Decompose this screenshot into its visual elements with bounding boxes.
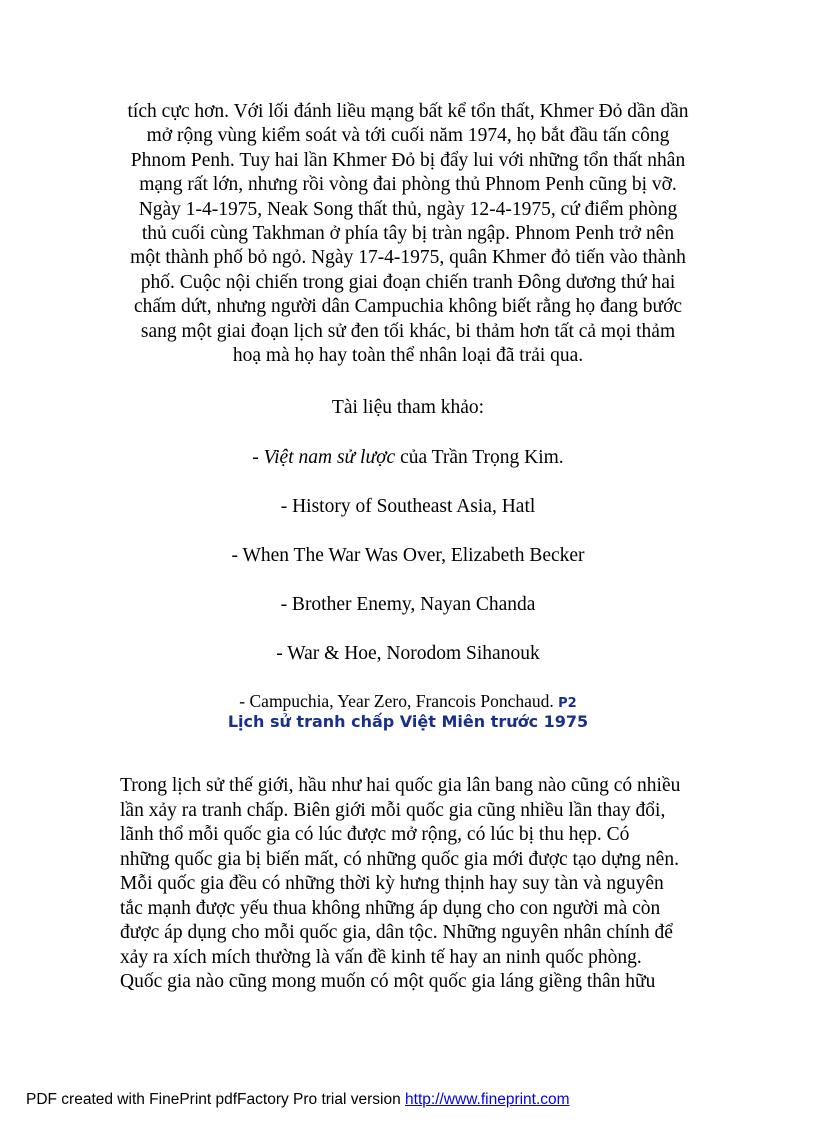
reference-item-3: - When The War Was Over, Elizabeth Becker [231,545,585,566]
part-tag: P2 [558,696,577,711]
paragraph-line: chấm dứt, nhưng người dân Campuchia không biết rằng họ đang bước [133,296,683,318]
reference-item-1 [110,446,706,470]
paragraph-line: hoạ mà họ hay toàn thể nhân loại đã trải qua. [232,345,584,367]
paragraph-line: Trong lịch sử thế giới, hầu như hai quốc gia lân bang nào cũng có nhiều [120,775,681,796]
reference-author: của Trần Trọng Kim. [395,447,564,468]
paragraph-line: tắc mạnh được yếu thua không những áp dụng cho con người mà còn [120,897,661,919]
paragraph-line: mạng rất lớn, nhưng rồi vòng đai phòng thủ Phnom Penh cũng bị vỡ. [139,174,677,196]
paragraph-line: những quốc gia bị biến mất, có những quốc gia mới được tạo dựng nên. [120,848,679,870]
paragraph-line: được áp dụng cho mỗi quốc gia, dân tộc. Những nguyên nhân chính để [120,922,673,943]
paragraph-line: lãnh thổ mỗi quốc gia có lúc được mở rộng, có lúc bị thu hẹp. Có [120,824,630,845]
paragraph-line: phố. Cuộc nội chiến trong giai đoạn chiến tranh Đông dương thứ hai [140,271,676,293]
paragraph-line: Ngày 1-4-1975, Neak Song thất thủ, ngày 12-4-1975, cứ điểm phòng [138,198,678,220]
paragraph-line: một thành phố bỏ ngỏ. Ngày 17-4-1975, quân Khmer đỏ tiến vào thành [130,247,686,269]
body-paragraph [120,774,710,995]
paragraph-line: tích cực hơn. Với lối đánh liều mạng bất kể tổn thất, Khmer Đỏ dần dần [127,101,689,122]
paragraph-line: Quốc gia nào cũng mong muốn có một quốc gia láng giềng thân hữu [120,971,656,992]
fineprint-link[interactable]: http://www.fineprint.com [405,1091,570,1108]
reference-prefix: - [252,447,264,468]
references-title: Tài liệu tham khảo: [331,397,485,418]
paragraph-line: mở rộng vùng kiểm soát và tới cuối năm 1974, họ bắt đầu tấn công [146,125,670,147]
reference-item-5: - War & Hoe, Norodom Sihanouk [276,643,540,664]
reference-item-2: - History of Southeast Asia, Hatl [280,496,536,517]
paragraph-line: thủ cuối cùng Takhman ở phía tây bị tràn ngập. Phnom Penh trở nên [141,223,675,245]
footer-text: PDF created with FinePrint pdfFactory Pro trial version [26,1091,406,1108]
paragraph-line: lần xảy ra tranh chấp. Biên giới mỗi quốc gia cũng nhiều lần thay đổi, [120,799,666,821]
reference-book-title: Việt nam sử lược [263,447,396,468]
paragraph-line: xảy ra xích mích thường là vấn đề kinh tế hay an ninh quốc phòng. [120,946,642,968]
paragraph-line: Phnom Penh. Tuy hai lần Khmer Đỏ bị đẩy lui với những tổn thất nhân [130,149,686,171]
reference-text: - Campuchia, Year Zero, Francois Ponchaud. [239,691,559,711]
closing-paragraph [110,100,706,368]
pdf-footer [26,1090,570,1110]
paragraph-line: sang một giai đoạn lịch sử đen tối khác, bi thảm hơn tất cả mọi thảm [140,320,676,342]
section-heading: Lịch sử tranh chấp Việt Miên trước 1975 [227,712,589,731]
paragraph-line: Mỗi quốc gia đều có những thời kỳ hưng thịnh hay suy tàn và nguyên [120,873,664,894]
reference-item-4: - Brother Enemy, Nayan Chanda [280,594,536,615]
